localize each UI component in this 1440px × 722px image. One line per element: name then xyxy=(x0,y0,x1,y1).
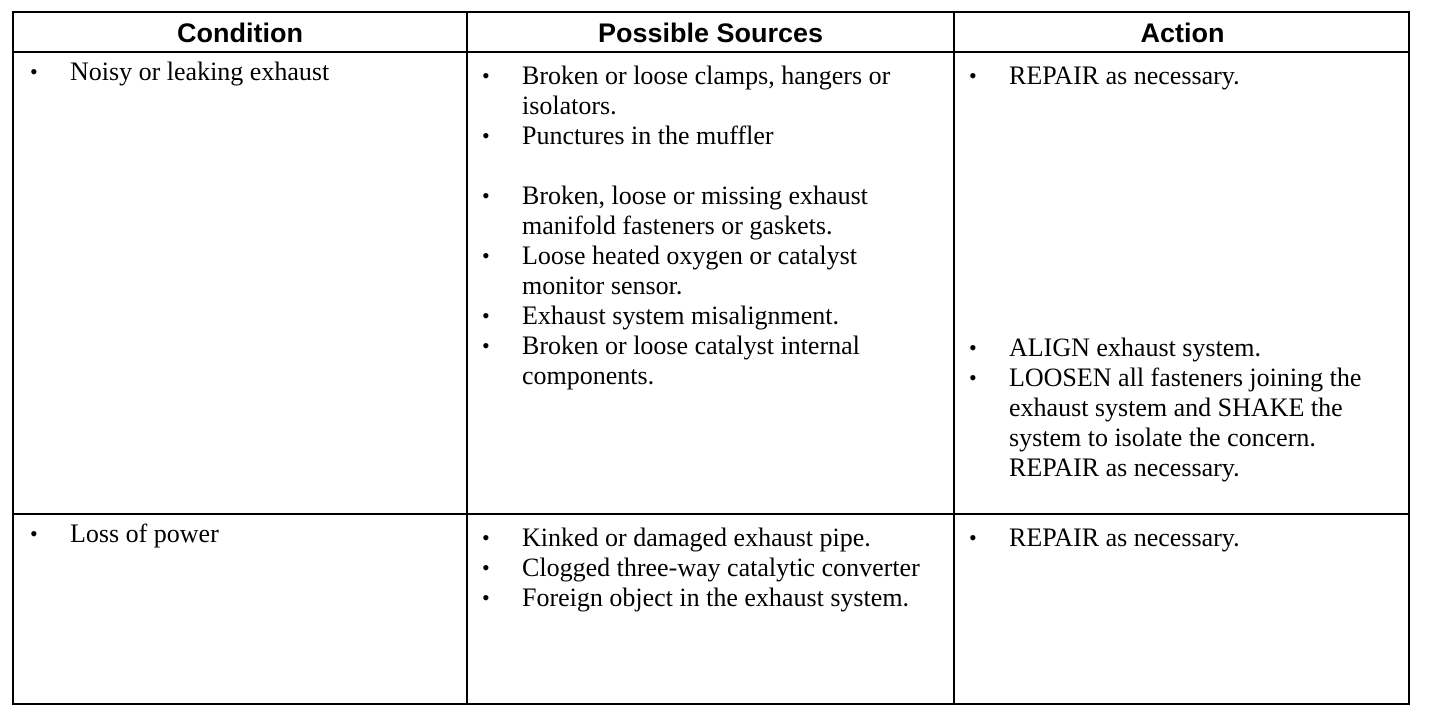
source-text: Clogged three-way catalytic converter xyxy=(522,553,920,582)
bullet-icon: • xyxy=(969,525,977,550)
bullet-icon: • xyxy=(482,243,490,268)
bullet-icon: • xyxy=(482,303,490,328)
bullet-icon: • xyxy=(30,59,38,84)
bullet-icon: • xyxy=(482,555,490,580)
table-row-1-action-top xyxy=(957,61,1397,91)
list-item xyxy=(470,553,940,583)
list-item xyxy=(18,57,458,87)
diagnosis-table xyxy=(12,11,1410,705)
header-action: Action xyxy=(1140,17,1225,48)
list-item xyxy=(470,121,940,151)
source-text: Broken or loose catalyst internal components. xyxy=(522,331,860,390)
table-row-1-sources xyxy=(470,61,940,391)
table-row-1-condition xyxy=(18,57,458,87)
source-text: Punctures in the muffler xyxy=(522,121,774,150)
list-item xyxy=(957,61,1397,91)
bullet-icon: • xyxy=(482,525,490,550)
bullet-icon: • xyxy=(482,63,490,88)
list-item xyxy=(470,181,940,241)
bullet-icon: • xyxy=(482,585,490,610)
action-text: LOOSEN all fasteners joining the exhaust system and SHAKE the system to isolate the concern. REPAIR as necessary. xyxy=(1009,363,1362,482)
list-item xyxy=(470,301,940,331)
action-text: REPAIR as necessary. xyxy=(1009,61,1240,90)
list-item xyxy=(470,331,940,391)
source-text: Broken, loose or missing exhaust manifold fasteners or gaskets. xyxy=(522,181,868,240)
source-text: Kinked or damaged exhaust pipe. xyxy=(522,523,871,552)
table-row-2-condition xyxy=(18,519,458,549)
list-item xyxy=(957,363,1397,483)
list-item xyxy=(957,333,1397,363)
table-row-2-sources xyxy=(470,523,940,613)
list-item xyxy=(470,61,940,121)
action-text: ALIGN exhaust system. xyxy=(1009,333,1262,362)
action-text: REPAIR as necessary. xyxy=(1009,523,1240,552)
bullet-icon: • xyxy=(969,365,977,390)
table-row-2-action xyxy=(957,523,1397,553)
list-item xyxy=(18,519,458,549)
table-row-1-action-bottom xyxy=(957,333,1397,483)
source-text: Broken or loose clamps, hangers or isolators. xyxy=(522,61,891,120)
list-item xyxy=(470,523,940,553)
column-divider xyxy=(466,13,468,703)
bullet-icon: • xyxy=(969,63,977,88)
condition-text: Noisy or leaking exhaust xyxy=(70,57,330,86)
source-text: Foreign object in the exhaust system. xyxy=(522,583,910,612)
column-divider xyxy=(953,13,955,703)
list-item xyxy=(957,523,1397,553)
bullet-icon: • xyxy=(30,521,38,546)
row-divider xyxy=(14,513,1408,515)
source-text: Exhaust system misalignment. xyxy=(522,301,840,330)
source-text: Loose heated oxygen or catalyst monitor sensor. xyxy=(522,241,857,300)
bullet-icon: • xyxy=(969,335,977,360)
bullet-icon: • xyxy=(482,183,490,208)
header-possible-sources: Possible Sources xyxy=(597,17,824,48)
header-condition: Condition xyxy=(177,17,303,48)
bullet-icon: • xyxy=(482,123,490,148)
list-item xyxy=(470,241,940,301)
bullet-icon: • xyxy=(482,333,490,358)
condition-text: Loss of power xyxy=(70,519,219,548)
list-item xyxy=(470,583,940,613)
